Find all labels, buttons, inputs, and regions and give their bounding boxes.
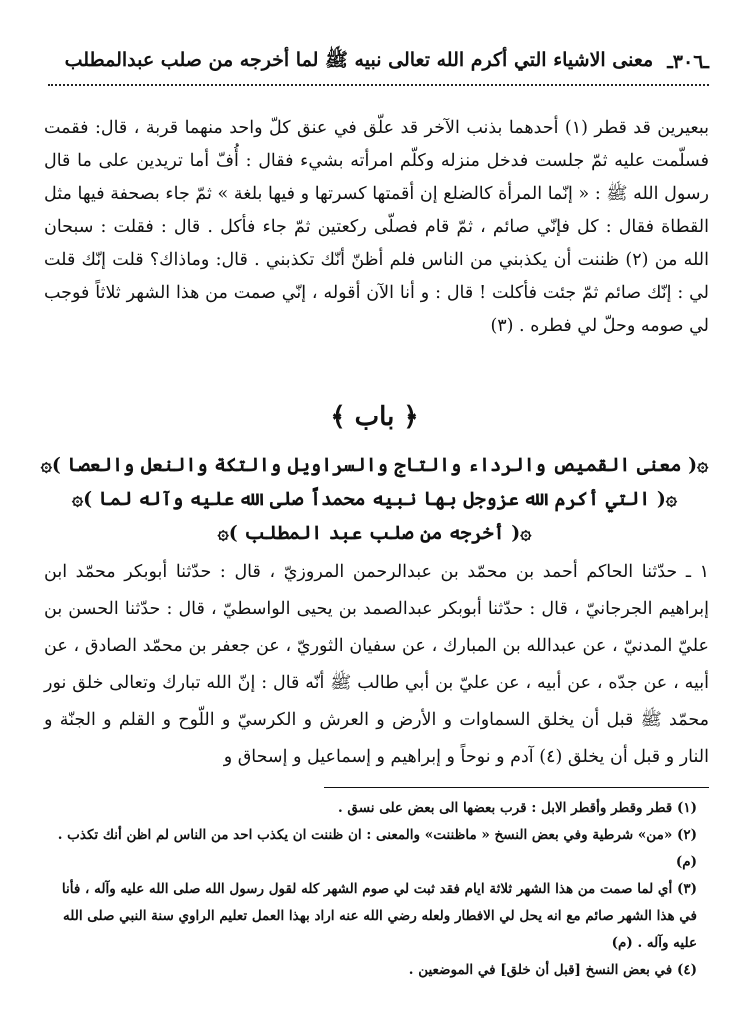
body-paragraph: ببعيرين قد قطر (١) أحدهما بذنب الآخر قد علّق في عنق كلّ واحد منهما قربة ، قال: فقمت فسلّمت عليه ثمّ جلست فدخل منزله وكلّم امرأته بشيء فقال : أُفّ أما تريدين على ما قال رسول الله ﷺ : « إنّما المرأة كالضلع إن أقمتها كسرتها و فيها بلغة » ثمّ جاء بصحفة فيها مثل القطاة فقال : كل فإنّي صائم ، ثمّ قام فصلّى ركعتين ثمّ جاء فأكل . قال : فقلت : سبحان الله من (٢) ظننت أن يكذبني من الناس فلم أظنّ أنّك تكذبني . قال: وماذاك؟ قلت إنّك قلت لي : إنّك صائم ثمّ جئت فأكلت ! قال : و أنا الآن أقوله ، إنّي صمت من هذا الشهر ثلاثاً فوجب لي صومه وحلّ لي فطره . (٣) — [44, 118, 710, 336]
footnote-divider — [324, 787, 709, 788]
body-text — [44, 112, 709, 343]
running-title: معنى الاشياء التي أكرم الله تعالى نبيه ﷺ لما أخرجه من صلب عبدالمطلب — [64, 49, 654, 71]
heading-line-2: ۞( التي أكرم الله عزوجل بها نبيه محمداً صلى الله عليه وآله لما )۞ — [72, 488, 677, 510]
footnote-4: (٤) في بعض النسخ [قبل أن خلق] في الموضعين . — [408, 962, 697, 978]
hadith-paragraph: ١ ـ حدّثنا الحاكم أحمد بن محمّد بن عبدالرحمن المروزيّ ، قال : حدّثنا أبوبكر محمّد ابن إبراهيم الجرجانيّ ، قال : حدّثنا أبوبكر عبدالصمد بن يحيى الواسطيّ ، قال : حدّثنا الحسن بن عليّ المدنيّ ، عن عبدالله بن المبارك ، عن سفيان الثوريّ ، عن جعفر بن محمّد الصادق ، عن أبيه ، عن جدّه ، عن أبيه ، عن عليّ بن أبي طالب ﷺ أنّه قال : إنّ الله تبارك وتعالى خلق نور محمّد ﷺ قبل أن يخلق السماوات و الأرض و العرش و الكرسيّ و اللّوح و القلم و الجنّة و النار و قبل أن يخلق (٤) آدم و نوحاً و إبراهيم و إسماعيل و إسحاق و — [44, 562, 709, 767]
page-header — [48, 40, 709, 86]
heading-line-3: ۞( أخرجه من صلب عبد المطلب )۞ — [217, 522, 532, 544]
hadith-text — [44, 554, 709, 776]
footnote-1: (١) قطر وقطر وأقطر الابل : قرب بعضها الى بعض على نسق . — [338, 800, 697, 816]
footnote-3: (٣) أي لما صمت من هذا الشهر ثلاثة ايام فقد ثبت لي صوم الشهر كله لقول رسول الله صلى الله عليه وآله ، فأنا في هذا الشهر صائم مع انه يحل لي الافطار ولعله رضي الله عنه اراد بهذا العمل تعليم الراوي سنة النبي صلى الله عليه وآله . (م) — [61, 881, 697, 951]
chapter-headings — [40, 448, 709, 550]
chapter-title: ﴿ باب ﴾ — [330, 402, 419, 432]
page-number: ـ٣٠٦ـ — [667, 51, 709, 73]
footnote-2: (٢) «من» شرطية وفي بعض النسخ « ماظننت» والمعنى : ان ظننت ان يكذب احد من الناس لم اظن أنك تكذب . (م) — [57, 827, 697, 870]
heading-line-1: ۞( معنى القميص والرداء والتاج والسراويل والتكة والنعل والعصا )۞ — [40, 454, 709, 476]
footnotes — [44, 795, 697, 984]
